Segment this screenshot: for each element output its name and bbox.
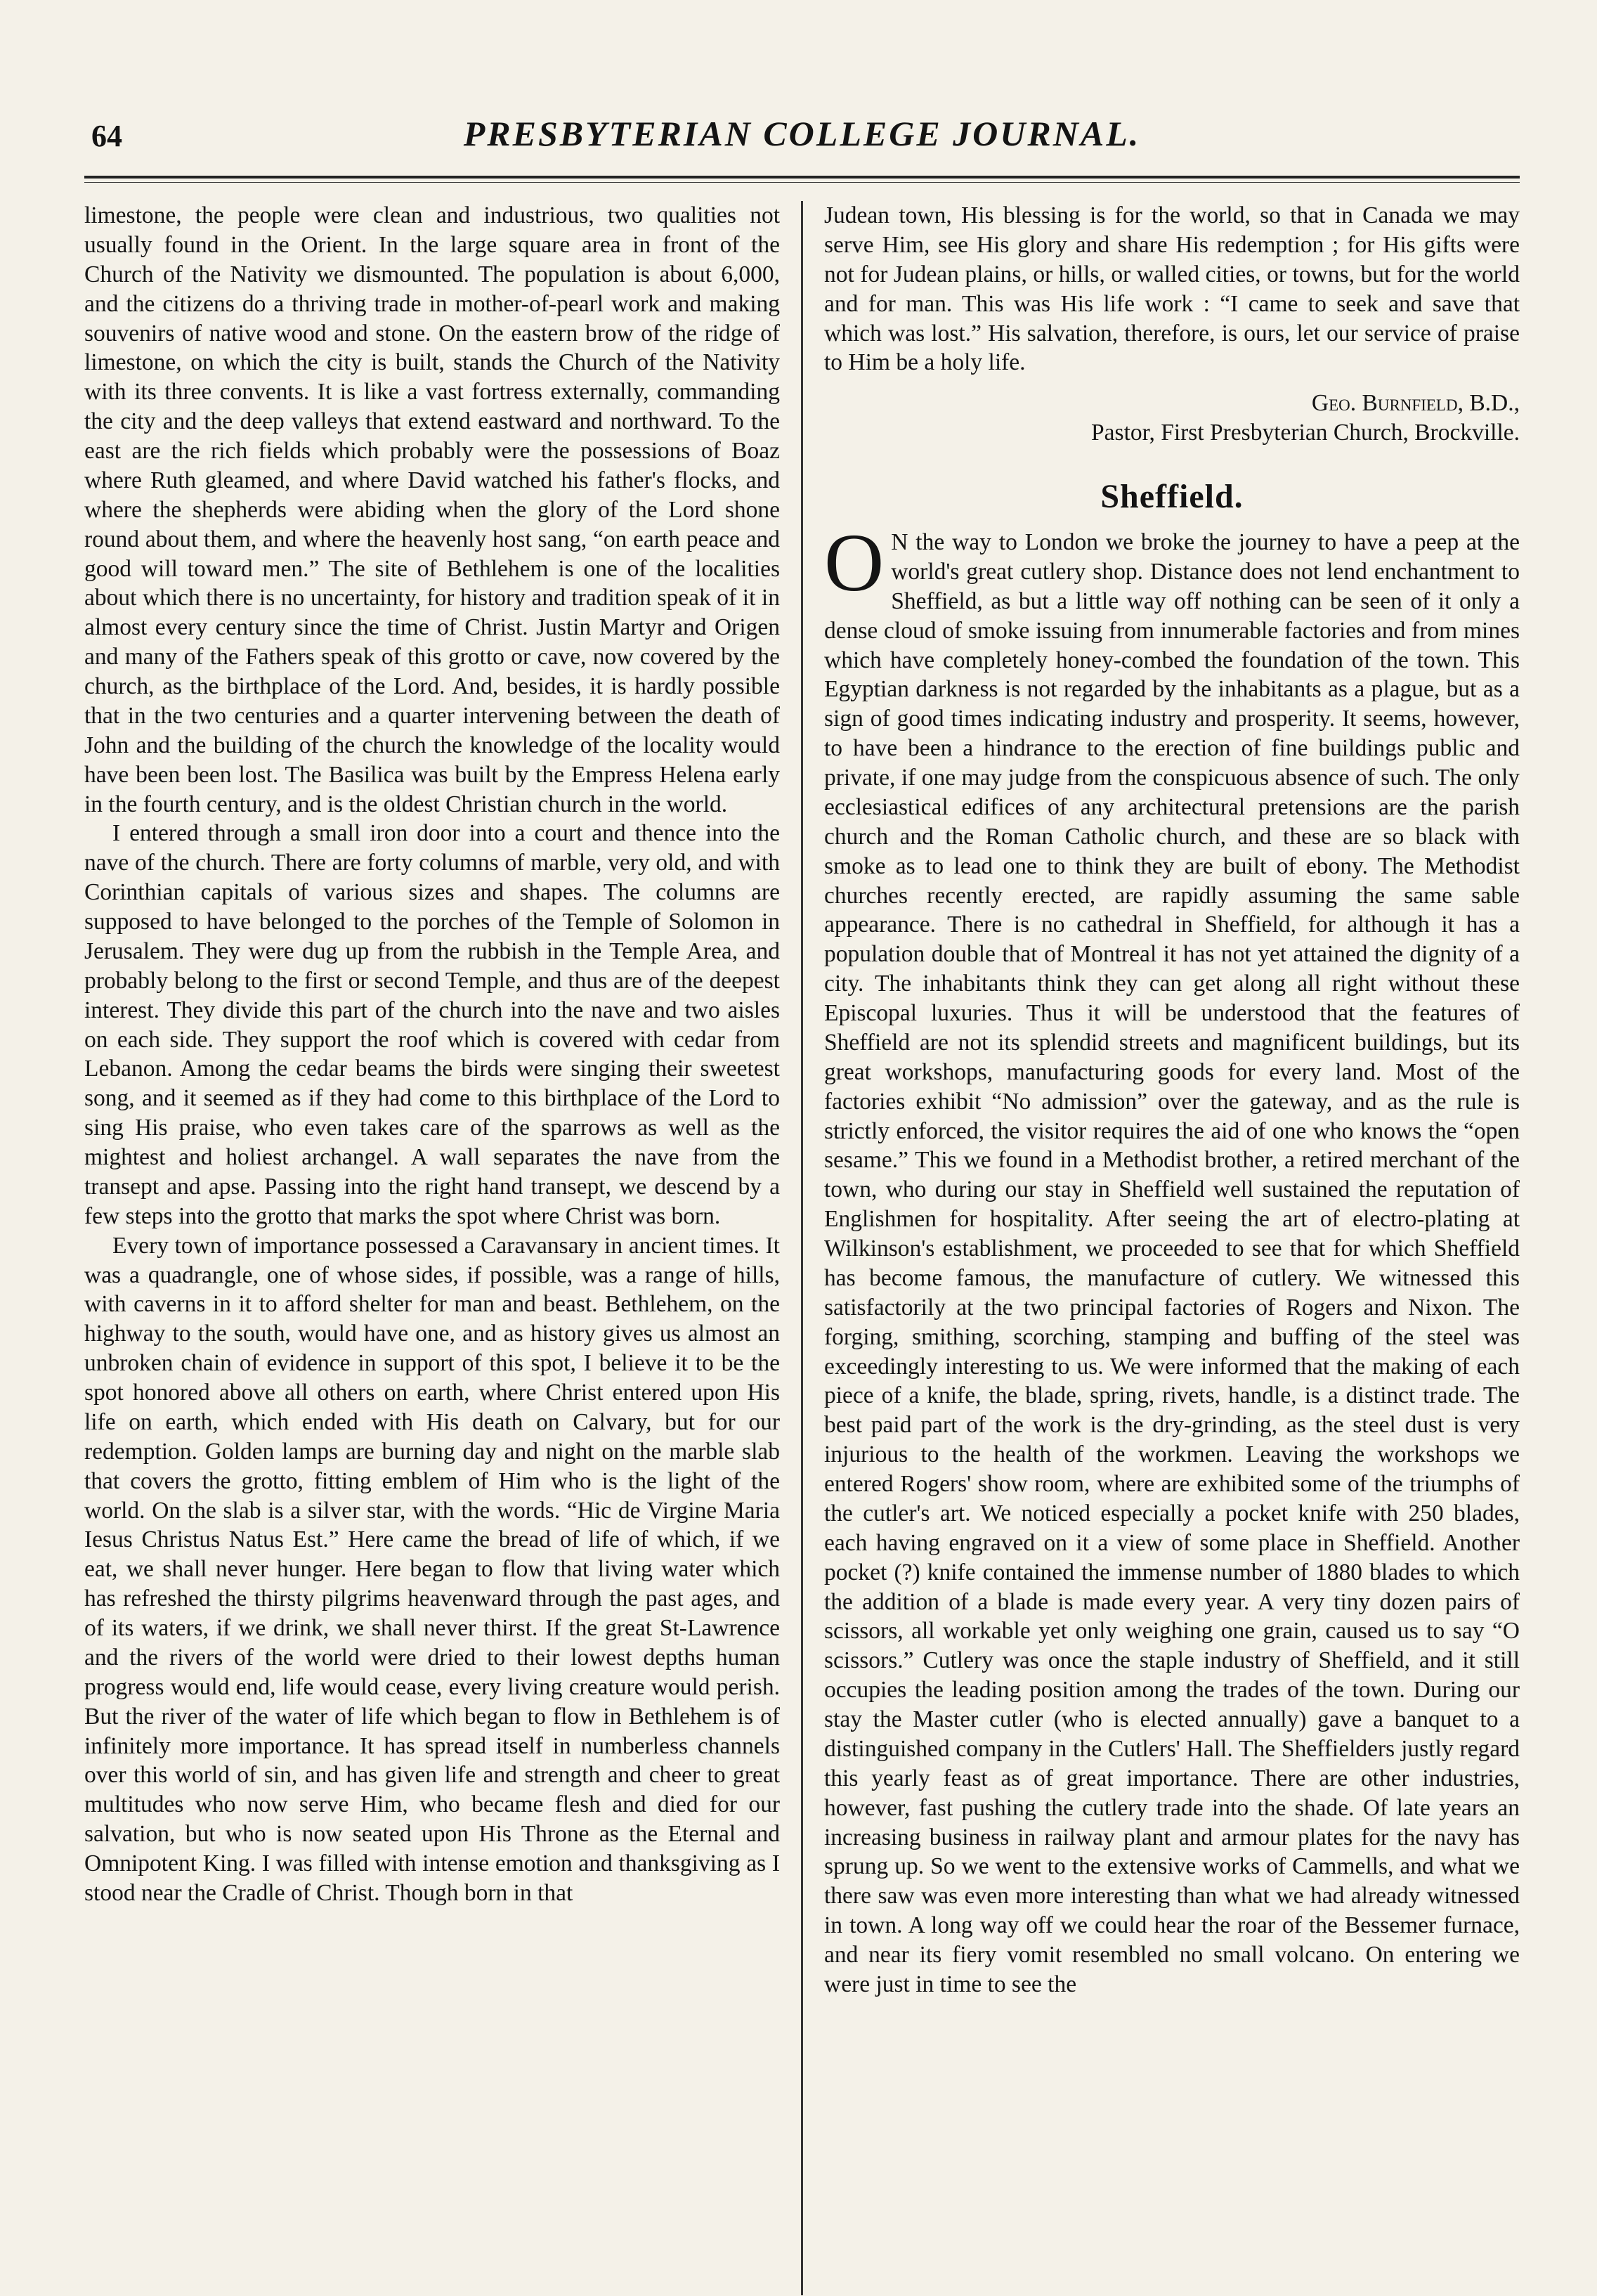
signature-block — [824, 389, 1520, 448]
paragraph: I entered through a small iron door into a court and thence into the nave of the church. There are forty columns of marble, very old, and with Corinthian capitals of various sizes and shapes. The columns are supposed to have belonged to the porches of the Temple of Solomon in Jerusalem. They were dug up from the rubbish in the Temple Area, and probably belong to the first or second Temple, and thus are of the deepest interest. They divide this part of the church into the nave and two aisles on each side. They support the roof which is covered with cedar from Lebanon. Among the cedar beams the birds were singing their sweetest song, and it seemed as if they had come to this birthplace of the Lord to sing His praise, who even takes care of the sparrows as well as the mightest and holiest archangel. A wall separates the nave from the transept and apse. Passing into the right hand transept, we descend by a few steps into the grotto that marks the spot where Christ was born. — [84, 820, 780, 1229]
paragraph: Judean town, His blessing is for the world, so that in Canada we may serve Him, see His glory and share His redemption ; for His gifts were not for Judean plains, or hills, or walled cities, or towns, but for the world and for man. This was His life work : “I came to seek and save that which was lost.” His salvation, therefore, is ours, let our service of praise to Him be a holy life. — [824, 202, 1520, 376]
author-name: Geo. Burnfield, B.D., — [1311, 390, 1520, 417]
left-column — [84, 201, 780, 2295]
column-divider — [801, 201, 803, 2295]
page-number: 64 — [91, 119, 122, 153]
right-column — [824, 201, 1520, 2295]
two-column-body — [84, 201, 1520, 2295]
header-rule — [84, 176, 1520, 183]
paragraph: Every town of importance possessed a Caravansary in ancient times. It was a quadrangle, one of whose sides, if possible, was a range of hills, with caverns in it to afford shelter for man and beast. Bethlehem, on the highway to the south, would have one, and as history gives us almost an unbroken chain of evidence in support of this spot, I believe it to be the spot honored above all others on earth, where Christ entered upon His life on earth, which ended with His death on Calvary, but for our redemption. Golden lamps are burning day and night on the marble slab that covers the grotto, fitting emblem of Him who is the light of the world. On the slab is a silver star, with the words. “Hic de Virgine Maria Iesus Christus Natus Est.” Here came the bread of life of which, if we eat, we shall never hunger. Here began to flow that living water which has refreshed the thirsty pilgrims heavenward through the past ages, and of its waters, if we drink, we shall never thirst. If the great St-Lawrence and the rivers of the world were dried to their lowest depths human progress would end, life would cease, every living creature would perish. But the river of the water of life which began to flow in Bethlehem is of infinitely more importance. It has spread itself in numberless channels over this world of sin, and has given life and strength and cheer to great multitudes who now serve Him, who became flesh and died for our salvation, but who is now seated upon His Throne as the Eternal and Omnipotent King. I was filled with intense emotion and thanksgiving as I stood near the Cradle of Christ. Though born in that — [84, 1232, 780, 1906]
article-text: N the way to London we broke the journey to have a peep at the world's great cutlery shop. Distance does not lend enchantment to Sheffield, as but a little way off nothing can be seen of it only a dense cloud of smoke issuing from innumerable factories and from mines which have completely honey-combed the foundation of the town. This Egyptian darkness is not regarded by the inhabitants as a plague, but as a sign of good times indicating industry and prosperity. It seems, however, to have been a hindrance to the erection of fine buildings public and private, if one may judge from the conspicuous absence of such. The only ecclesiastical edifices of any architectural pretensions are the parish church and the Roman Catholic church, and these are so black with smoke as to lead one to think they are built of ebony. The Methodist churches recently erected, are rapidly assuming the same sable appearance. There is no cathedral in Sheffield, for although it has a population double that of Montreal it has not yet attained the dignity of a city. The inhabitants think they can get along all right without these Episcopal luxuries. Thus it will be understood that the features of Sheffield are not its splendid streets and magnificent buildings, but its great workshops, manufacturing goods for every land. Most of the factories exhibit “No admission” over the gateway, and as the rule is strictly enforced, the visitor requires the aid of one who knows the “open sesame.” This we found in a Methodist brother, a retired merchant of the town, who during our stay in Sheffield well sustained the reputation of Englishmen for hospitality. After seeing the art of electro-plating at Wilkinson's establishment, we proceeded to see that for which Sheffield has become famous, the manufacture of cutlery. We witnessed this satisfactorily at the two principal factories of Rogers and Nixon. The forging, smithing, scorching, stamping and buffing of the steel was exceedingly interesting to us. We were informed that the making of each piece of a knife, the blade, spring, rivets, handle, is a distinct trade. The best paid part of the work is the dry-grinding, as the steel dust is very injurious to the health of the workmen. Leaving the workshops we entered Rogers' show room, where are exhibited some of the triumphs of the cutler's art. We noticed especially a pocket knife with 250 blades, each having engraved on it a view of some place in Sheffield. Another pocket (?) knife contained the immense number of 1880 blades to which the addition of a blade is made every year. A very tiny dozen pairs of scissors, all workable yet only weighing one grain, caused us to say “O scissors.” Cutlery was once the staple industry of Sheffield, and it still occupies the leading position among the trades of the town. During our stay the Master cutler (who is elected annually) gave a banquet to a distinguished company in the Cutlers' Hall. The Sheffielders justly regard this yearly feast as of great importance. There are other industries, however, fast pushing the cutlery trade into the shade. Of late years an increasing business in railway plant and armour plates for the navy has sprung up. So we went to the extensive works of Cammells, and what we there saw was even more interesting than what we had already witnessed in town. A long way off we could hear the roar of the Bessemer furnace, and near its fiery vomit resembled no small volcano. On entering we were just in time to see the — [824, 529, 1520, 1997]
section-title: Sheffield. — [1100, 478, 1244, 515]
drop-cap: O — [824, 517, 885, 609]
paragraph — [824, 517, 1520, 1999]
page-header — [84, 105, 1520, 162]
author-title: Pastor, First Presbyterian Church, Brockville. — [1091, 420, 1520, 446]
paragraph: limestone, the people were clean and industrious, two qualities not usually found in the Orient. In the large square area in front of the Church of the Nativity we dismounted. The population is about 6,000, and the citizens do a thriving trade in mother-of-pearl work and making souvenirs of native wood and stone. On the eastern brow of the ridge of limestone, on which the city is built, stands the Church of the Nativity with its three convents. It is like a vast fortress externally, commanding the city and the deep valleys that extend eastward and northward. To the east are the rich fields which probably were the possessions of Boaz where Ruth gleamed, and where David watched his father's flocks, and where the shepherds were abiding when the glory of the Lord shone round about them, and where the heavenly host sang, “on earth peace and good will toward men.” The site of Bethlehem is one of the localities about which there is no uncertainty, for history and tradition speak of it in almost every century since the time of Christ. Justin Martyr and Origen and many of the Fathers speak of this grotto or cave, now covered by the church, as the birthplace of the Lord. And, besides, it is hardly possible that in the two centuries and a quarter intervening between the death of John and the building of the church the knowledge of the locality would have been been lost. The Basilica was built by the Empress Helena early in the fourth century, and is the oldest Christian church in the world. — [84, 202, 780, 817]
journal-title: PRESBYTERIAN COLLEGE JOURNAL. — [463, 114, 1141, 153]
